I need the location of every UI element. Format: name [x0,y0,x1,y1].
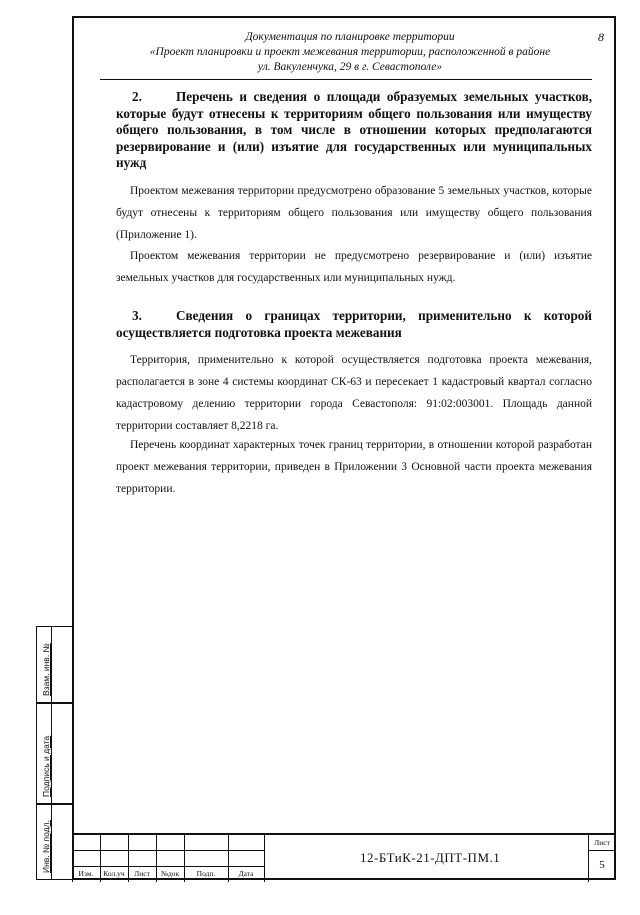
stamp-col-sheet: Лист [134,869,150,878]
stamp-col-change: Изм. [78,869,94,878]
section-3-paragraph-1: Территория, применительно к которой осуществляется подготовка проекта межевания, располагается в зоне 4 системы координат СК-63 и пересекает 1 кадастровый квартал согласно кадастровому делению территории города Севастополя: 91:02:003001. Площадь данной территории составляет 8,2218 га. [116,354,592,432]
stamp-sheet-label: Лист [594,838,610,847]
side-strip-replacement [36,626,74,703]
section-3-heading [116,308,592,341]
section-2-number: 2. [132,89,142,104]
section-3-paragraph-2: Перечень координат характерных точек границ территории, в отношении которой разработан проект межевания территории, приведен в Приложении 3 Основной части проекта межевания территории. [116,439,592,495]
running-header-line-3: ул. Вакуленчука, 29 в г. Севастополе» [257,61,443,73]
section-2-title: Перечень и сведения о площади образуемых земельных участков, которые будут отнесены к территориям общего пользования или имуществу общего пользования, в том числе в отношении которых предполагаются резервирование и (или) изъятие для государственных или муниципальных нужд [116,89,592,170]
running-header-line-2: «Проект планировки и проект межевания территории, расположенной в районе [149,46,551,58]
running-header-line-1: Документация по планировке территории [245,31,455,43]
section-3-title: Сведения о границах территории, применительно к которой осуществляется подготовка проекта межевания [116,308,592,340]
page-number: 8 [598,30,604,44]
side-label-inventory: Инв. № подл. [41,820,51,873]
document-code: 12-БТиК-21-ДПТ-ПМ.1 [360,850,501,865]
section-2-paragraph-2: Проектом межевания территории не предусмотрено резервирование и (или) изъятие земельных участков для государственных или муниципальных нужд. [116,250,592,284]
side-strip-inventory [36,804,74,880]
side-strip-signature [36,703,74,804]
stamp-col-doc-number: №док [160,869,180,878]
running-header [110,30,590,75]
section-2-paragraph-1: Проектом межевания территории предусмотрено образование 5 земельных участков, которые будут отнесены к территориям общего пользования или имуществу общего пользования (Приложение 1). [116,185,592,241]
side-label-signature: Подпись и дата [41,735,51,797]
stamp-sheet-number: 5 [599,859,605,871]
section-2-heading [116,89,592,172]
section-3-number: 3. [132,308,142,323]
header-rule [100,79,592,80]
stamp-col-date: Дата [238,869,254,878]
side-label-replacement: Взам. инв. № [41,643,51,696]
stamp-col-quantity: Кол.уч [103,869,125,878]
stamp-col-signature: Подп. [196,869,216,878]
title-block [72,833,616,882]
